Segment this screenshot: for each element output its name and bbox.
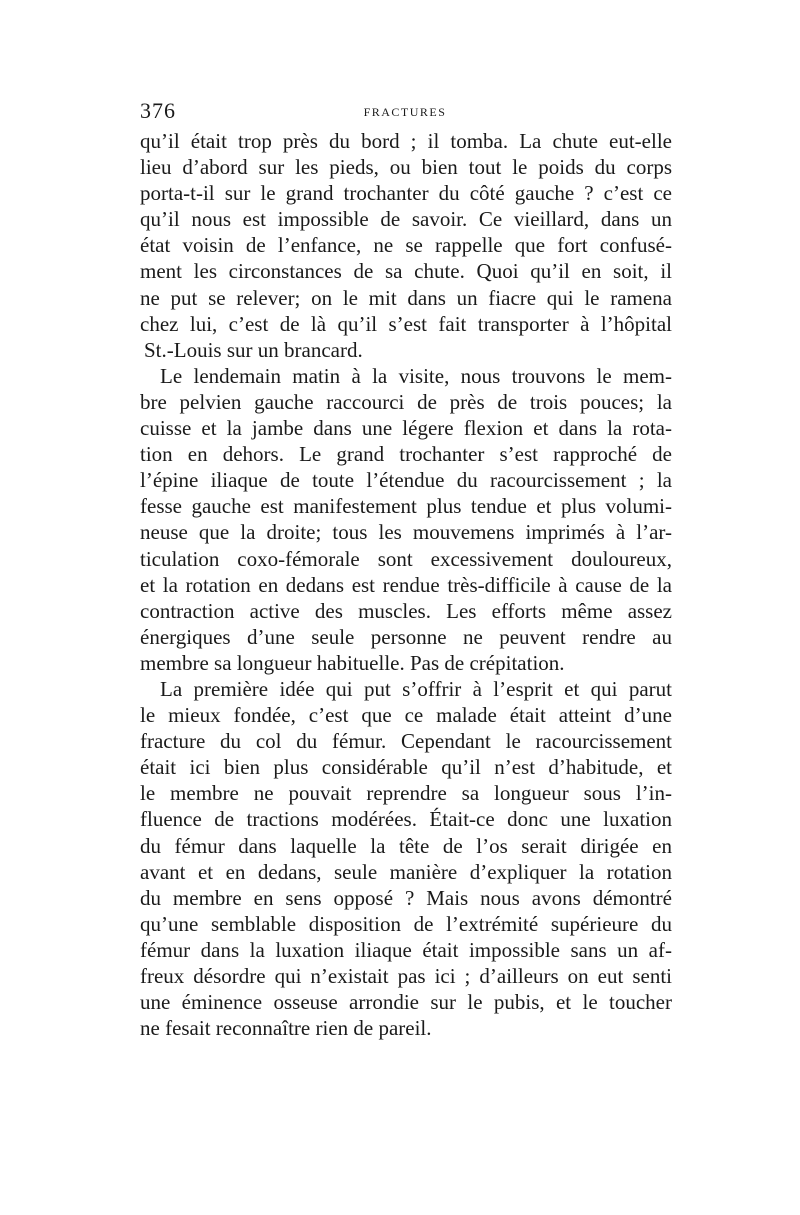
text-line: contraction active des muscles. Les efforts même assez	[140, 598, 672, 623]
text-line: et la rotation en dedans est rendue très-difficile à cause de la	[140, 572, 672, 597]
text-line: qu’il nous est impossible de savoir. Ce vieillard, dans un	[140, 207, 672, 232]
text-line: lieu d’abord sur les pieds, ou bien tout le poids du corps	[140, 155, 672, 180]
running-head: FRACTURES	[363, 105, 447, 119]
text-line: état voisin de l’enfance, ne se rappelle que fort confusé-	[140, 233, 672, 258]
body-text	[140, 128, 672, 1041]
text-line: membre sa longueur habituelle. Pas de crépitation.	[140, 650, 565, 675]
text-line: fémur dans la luxation iliaque était impossible sans un af-	[140, 937, 672, 962]
text-line: chez lui, c’est de là qu’il s’est fait transporter à l’hôpital	[140, 311, 672, 336]
text-line: qu’il était trop près du bord ; il tomba. La chute eut-elle	[140, 129, 672, 153]
text-line: neuse que la droite; tous les mouvemens imprimés à l’ar-	[140, 520, 672, 545]
text-line: ment les circonstances de sa chute. Quoi qu’il en soit, il	[140, 259, 672, 284]
text-line: l’épine iliaque de toute l’étendue du racourcissement ; la	[140, 468, 672, 493]
text-line: La première idée qui put s’offrir à l’esprit et qui parut	[160, 676, 672, 701]
text-line: le mieux fondée, c’est que ce malade était atteint d’une	[140, 703, 672, 728]
text-line: du membre en sens opposé ? Mais nous avons démontré	[140, 885, 672, 910]
text-line: avant et en dedans, seule manière d’expliquer la rotation	[140, 859, 672, 884]
text-line: cuisse et la jambe dans une légere flexion et dans la rota-	[140, 416, 672, 441]
text-line: était ici bien plus considérable qu’il n’est d’habitude, et	[140, 755, 672, 780]
text-line: fluence de tractions modérées. Était-ce donc une luxation	[140, 807, 672, 832]
text-line: tion en dehors. Le grand trochanter s’est rapproché de	[140, 442, 672, 467]
text-line: qu’une semblable disposition de l’extrémité supérieure du	[140, 911, 672, 936]
text-line: freux désordre qui n’existait pas ici ; d’ailleurs on eut senti	[140, 964, 672, 988]
text-line: ne put se relever; on le mit dans un fiacre qui le ramena	[140, 285, 672, 310]
text-line: fracture du col du fémur. Cependant le racourcissement	[140, 729, 672, 754]
text-line: St.-Louis sur un brancard.	[144, 337, 363, 362]
text-line: Le lendemain matin à la visite, nous trouvons le mem-	[160, 363, 672, 388]
text-line: énergiques d’une seule personne ne peuvent rendre au	[140, 624, 672, 649]
text-line: du fémur dans laquelle la tête de l’os serait dirigée en	[140, 833, 672, 858]
text-line: bre pelvien gauche raccourci de près de trois pouces; la	[140, 389, 672, 414]
page-header	[140, 98, 670, 128]
text-line: ne fesait reconnaître rien de pareil.	[140, 1016, 432, 1041]
text-line: porta-t-il sur le grand trochanter du côté gauche ? c’est ce	[140, 181, 672, 206]
text-line: le membre ne pouvait reprendre sa longueur sous l’in-	[140, 781, 672, 806]
page-number: 376	[140, 98, 176, 123]
text-line: une éminence osseuse arrondie sur le pubis, et le toucher	[140, 990, 672, 1015]
text-line: ticulation coxo-fémorale sont excessivement douloureux,	[140, 546, 672, 571]
text-line: fesse gauche est manifestement plus tendue et plus volumi-	[140, 494, 672, 519]
